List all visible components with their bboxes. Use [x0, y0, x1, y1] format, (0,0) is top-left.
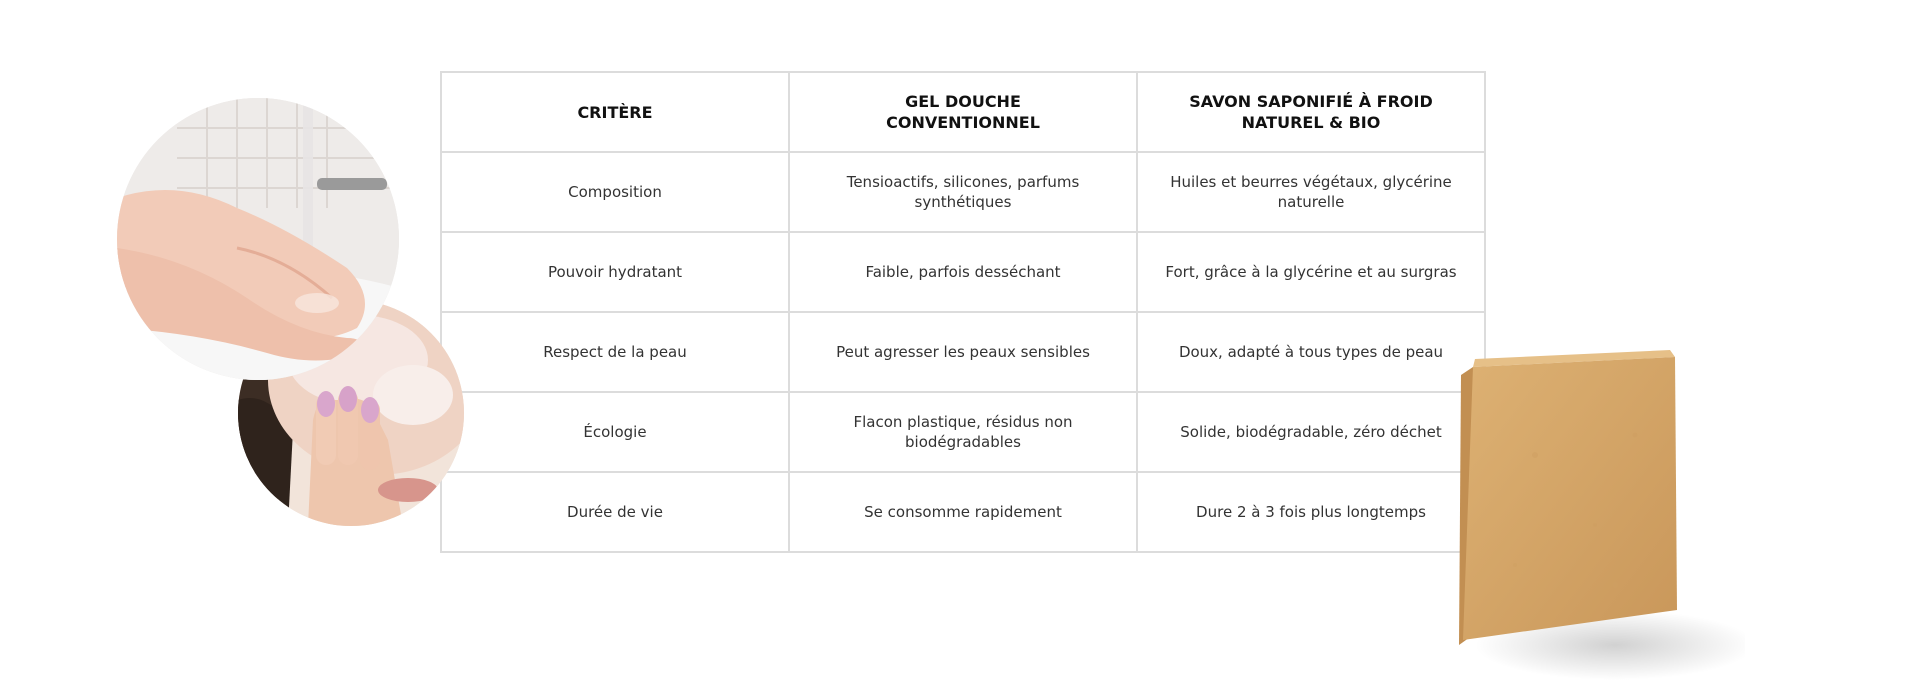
table-cell: Écologie — [441, 392, 789, 472]
table-row — [441, 472, 1485, 552]
table-row — [441, 232, 1485, 312]
table-cell: Solide, biodégradable, zéro déchet — [1137, 392, 1485, 472]
table-cell: Faible, parfois desséchant — [789, 232, 1137, 312]
header-gel-douche: GEL DOUCHE CONVENTIONNEL — [789, 72, 1137, 152]
comparison-table — [440, 71, 1486, 553]
table-cell: Doux, adapté à tous types de peau — [1137, 312, 1485, 392]
table-cell: Peut agresser les peaux sensibles — [789, 312, 1137, 392]
header-savon: SAVON SAPONIFIÉ À FROID NATUREL & BIO — [1137, 72, 1485, 152]
table-row — [441, 152, 1485, 232]
table-cell: Tensioactifs, silicones, parfums synthétiques — [789, 152, 1137, 232]
table-cell: Dure 2 à 3 fois plus longtemps — [1137, 472, 1485, 552]
table-row — [441, 312, 1485, 392]
table-cell: Huiles et beurres végétaux, glycérine naturelle — [1137, 152, 1485, 232]
table-cell: Fort, grâce à la glycérine et au surgras — [1137, 232, 1485, 312]
table-row — [441, 392, 1485, 472]
table-cell: Flacon plastique, résidus non biodégradables — [789, 392, 1137, 472]
table-header-row — [441, 72, 1485, 152]
table-cell: Respect de la peau — [441, 312, 789, 392]
hands-under-water-photo — [117, 98, 399, 380]
table-cell: Se consomme rapidement — [789, 472, 1137, 552]
header-critere: CRITÈRE — [441, 72, 789, 152]
soap-bar-photo — [1445, 345, 1745, 680]
table-cell: Pouvoir hydratant — [441, 232, 789, 312]
table-cell: Composition — [441, 152, 789, 232]
table-cell: Durée de vie — [441, 472, 789, 552]
